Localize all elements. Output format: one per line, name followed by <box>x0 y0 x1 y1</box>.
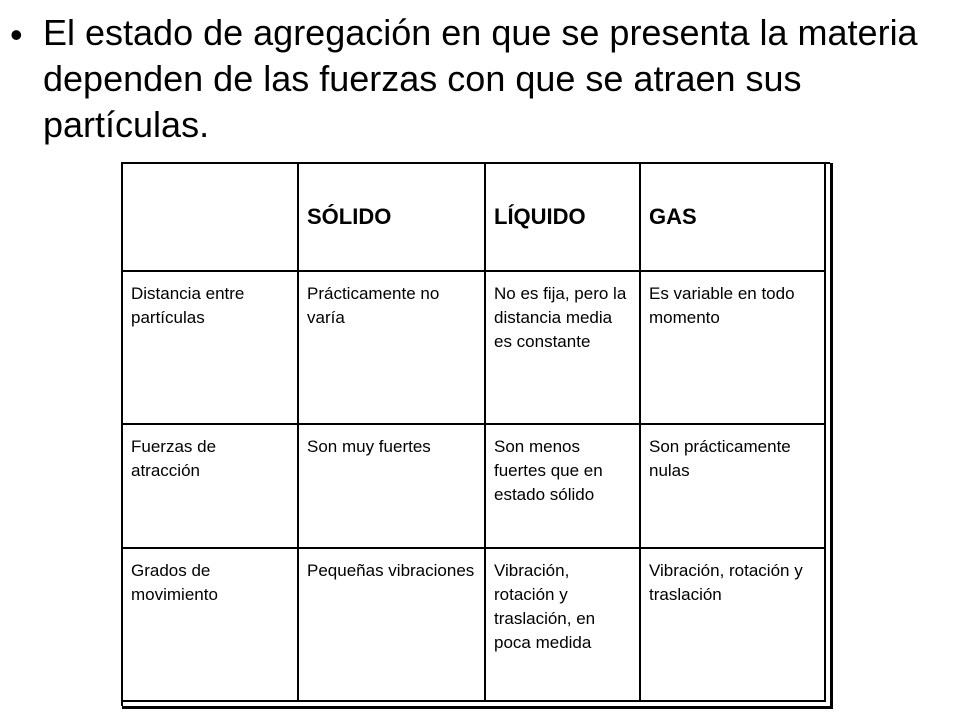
cell-gas: Son prácticamente nulas <box>640 424 825 548</box>
cell-solid: Son muy fuertes <box>298 424 485 548</box>
bullet-marker: • <box>10 14 23 55</box>
table-row <box>122 548 825 701</box>
cell-liquid: Son menos fuertes que en estado sólido <box>485 424 640 548</box>
cell-solid: Prácticamente no varía <box>298 271 485 424</box>
row-label-movement: Grados de movimiento <box>122 548 298 701</box>
bullet-text: El estado de agregación en que se presenta la materia dependen de las fuerzas con que se atraen sus partículas. <box>43 12 918 145</box>
table-row <box>122 271 825 424</box>
cell-gas: Vibración, rotación y traslación <box>640 548 825 701</box>
cell-gas: Es variable en todo momento <box>640 271 825 424</box>
header-empty-cell <box>122 163 298 271</box>
header-solid: SÓLIDO <box>298 163 485 271</box>
table-header-row <box>122 163 825 271</box>
row-label-distance: Distancia entre partículas <box>122 271 298 424</box>
table-row <box>122 424 825 548</box>
cell-liquid: No es fija, pero la distancia media es constante <box>485 271 640 424</box>
states-of-matter-table <box>121 162 826 702</box>
header-liquid: LÍQUIDO <box>485 163 640 271</box>
header-gas: GAS <box>640 163 825 271</box>
bullet-point <box>10 10 950 148</box>
cell-liquid: Vibración, rotación y traslación, en poca medida <box>485 548 640 701</box>
row-label-forces: Fuerzas de atracción <box>122 424 298 548</box>
cell-solid: Pequeñas vibraciones <box>298 548 485 701</box>
